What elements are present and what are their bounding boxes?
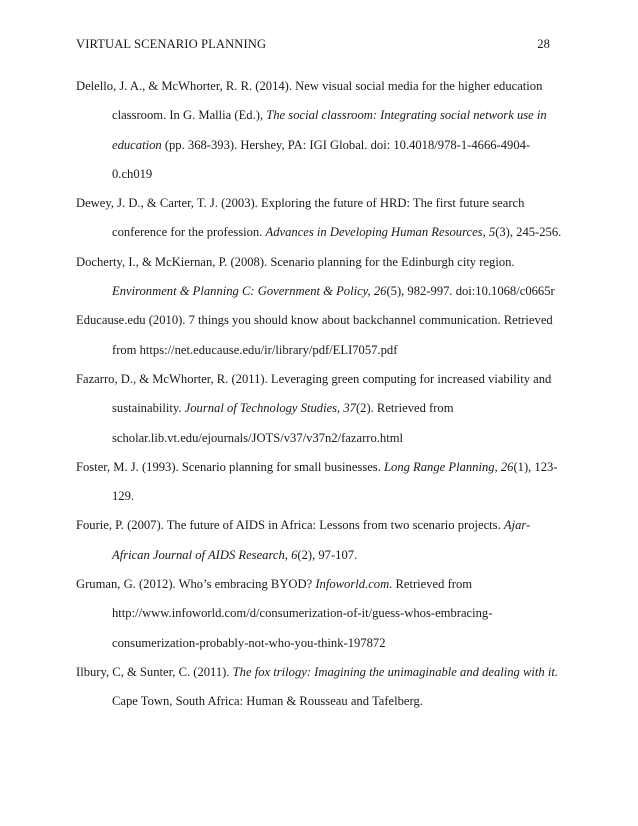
text: (2). Retrieved from	[355, 401, 454, 416]
reference-continuation-line	[76, 394, 564, 423]
text: conference for the profession.	[112, 225, 266, 240]
text: consumerization-probably-not-who-you-think-197872	[112, 635, 386, 650]
text: sustainability.	[112, 401, 185, 416]
text: Docherty, I., & McKiernan, P. (2008). Scenario planning for the Edinburgh city region.	[76, 254, 515, 269]
reference-first-line	[76, 72, 564, 101]
reference-continuation-line	[76, 687, 564, 716]
reference-entry	[76, 189, 564, 248]
text: Educause.edu (2010). 7 things you should know about backchannel communication. Retrieved	[76, 313, 553, 328]
italic-text: Long Range Planning, 26	[384, 459, 514, 474]
reference-first-line	[76, 453, 564, 482]
page-number: 28	[537, 37, 550, 51]
reference-continuation-line	[76, 482, 564, 511]
text: (pp. 368-393). Hershey, PA: IGI Global. doi: 10.4018/978-1-4666-4904-	[161, 137, 531, 152]
reference-entry	[76, 365, 564, 453]
text: (5), 982-997. doi:10.1068/c0665r	[386, 284, 555, 299]
italic-text: education	[112, 137, 162, 152]
reference-first-line	[76, 365, 564, 394]
text: Fourie, P. (2007). The future of AIDS in Africa: Lessons from two scenario projects.	[76, 518, 504, 533]
text: Foster, M. J. (1993). Scenario planning for small businesses.	[76, 459, 385, 474]
reference-first-line	[76, 248, 564, 277]
text: classroom. In G. Mallia (Ed.),	[112, 108, 267, 123]
text: . Retrieved from	[389, 577, 473, 592]
reference-entry	[76, 570, 564, 658]
running-head-title: VIRTUAL SCENARIO PLANNING	[76, 37, 267, 51]
reference-entry	[76, 248, 564, 307]
reference-entry	[76, 72, 564, 189]
running-head	[76, 37, 550, 52]
text: Fazarro, D., & McWhorter, R. (2011). Leveraging green computing for increased viability and	[76, 371, 552, 386]
text: from https://net.educause.edu/ir/library/pdf/ELI7057.pdf	[112, 342, 398, 357]
text: Gruman, G. (2012). Who’s embracing BYOD?	[76, 577, 316, 592]
text: 0.ch019	[112, 166, 153, 181]
reference-continuation-line	[76, 541, 564, 570]
reference-continuation-line	[76, 277, 564, 306]
reference-entry	[76, 658, 564, 717]
reference-first-line	[76, 511, 564, 540]
reference-continuation-line	[76, 336, 564, 365]
text: Cape Town, South Africa: Human & Rousseau and Tafelberg.	[112, 694, 423, 709]
reference-continuation-line	[76, 131, 564, 160]
italic-text: Advances in Developing Human Resources, 5	[265, 225, 496, 240]
reference-continuation-line	[76, 101, 564, 130]
reference-first-line	[76, 189, 564, 218]
reference-first-line	[76, 658, 564, 687]
reference-list	[76, 72, 564, 717]
reference-first-line	[76, 570, 564, 599]
text: Delello, J. A., & McWhorter, R. R. (2014). New visual social media for the higher education	[76, 79, 543, 93]
reference-continuation-line	[76, 599, 564, 628]
text: http://www.infoworld.com/d/consumerization-of-it/guess-whos-embracing-	[112, 606, 493, 621]
reference-continuation-line	[76, 424, 564, 453]
reference-entry	[76, 453, 564, 512]
text: (3), 245-256.	[495, 225, 562, 240]
italic-text: Environment & Planning C: Government & Policy, 26	[112, 284, 387, 299]
reference-entry	[76, 306, 564, 365]
reference-continuation-line	[76, 218, 564, 247]
text: (2), 97-107.	[297, 547, 358, 562]
italic-text: Ajar-	[503, 518, 531, 533]
reference-continuation-line	[76, 160, 564, 189]
text: scholar.lib.vt.edu/ejournals/JOTS/v37/v37n2/fazarro.html	[112, 430, 404, 445]
italic-text: The fox trilogy: Imagining the unimaginable and dealing with it.	[232, 664, 558, 679]
italic-text: Infoworld.com	[315, 577, 390, 592]
text: (1), 123-	[513, 459, 558, 474]
reference-entry	[76, 511, 564, 570]
text: Dewey, J. D., & Carter, T. J. (2003). Exploring the future of HRD: The first future search	[76, 196, 525, 211]
text: 129.	[112, 489, 135, 504]
reference-first-line	[76, 306, 564, 335]
italic-text: The social classroom: Integrating social network use in	[266, 108, 547, 123]
text: Ilbury, C, & Sunter, C. (2011).	[76, 664, 233, 679]
italic-text: Journal of Technology Studies, 37	[184, 401, 356, 416]
reference-continuation-line	[76, 629, 564, 658]
italic-text: African Journal of AIDS Research, 6	[112, 547, 298, 562]
